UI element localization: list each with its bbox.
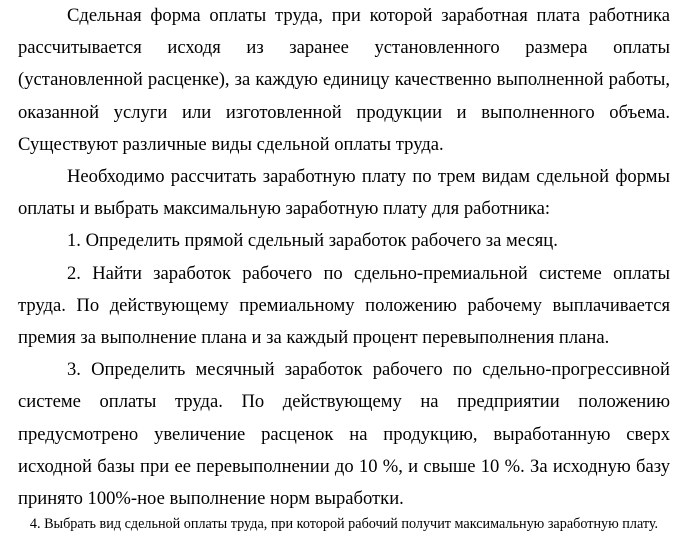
list-item-2: 2. Найти заработок рабочего по сдельно-премиальной системе оплаты труда. По действующему премиальному положению рабочему выплачивается премия за выполнение плана и за каждый процент перевыполнения плана. — [18, 262, 670, 349]
paragraph-intro: Сдельная форма оплаты труда, при которой заработная плата работника рассчитывается исходя из заранее установленного размера оплаты (установленной расценке), за каждую единицу качественно выполненной работы, оказанной услуги или изготовленной продукции и выполненного объема. Существуют различные виды сдельной оплаты труда. — [18, 5, 670, 155]
document-body — [18, 0, 670, 515]
paragraph-task: Необходимо рассчитать заработную плату по трем видам сдельной формы оплаты и выбрать максимальную заработную плату для работника: — [18, 166, 670, 220]
list-item-3: 3. Определить месячный заработок рабочего по сдельно-прогрессивной системе оплаты труда. По действующему на предприятии положению предусмотрено увеличение расценок на продукцию, выработанную сверх исходной базы при ее перевыполнении до 10 %, и свыше 10 %. За исходную базу принято 100%-ное выполнение норм выработки. — [18, 359, 670, 510]
list-item-4: 4. Выбрать вид сдельной оплаты труда, при которой рабочий получит максимальную заработную плату. — [29, 516, 659, 532]
list-item-1: 1. Определить прямой сдельный заработок рабочего за месяц. — [67, 230, 558, 252]
